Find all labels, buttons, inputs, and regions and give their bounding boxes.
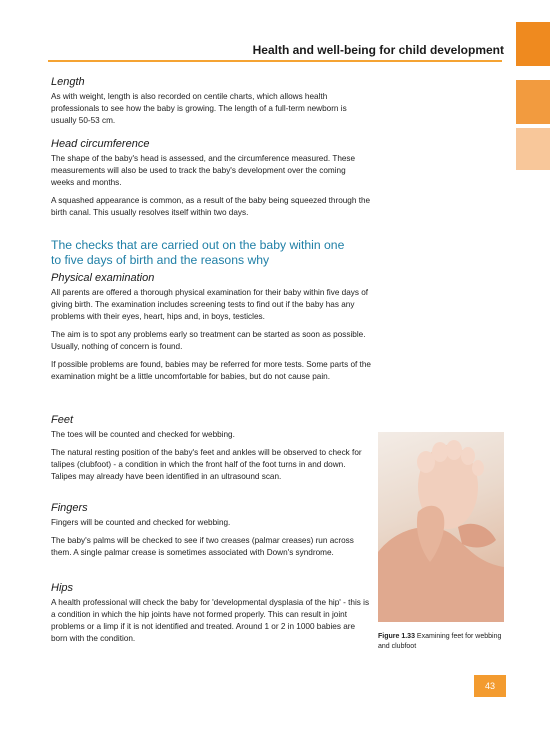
length-heading: Length [51, 76, 85, 88]
length-paragraph: As with weight, length is also recorded on centile charts, which allows health professionals to see how the baby is growing. The length of a full-term newborn is usually 50-53 cm. [51, 92, 347, 125]
fingers-paragraph-2: The baby's palms will be checked to see if two creases (palmar creases) run across them. A single palmar crease is sometimes associated with Down's syndrome. [51, 536, 354, 557]
hips-section [51, 582, 371, 651]
feet-paragraph-1: The toes will be counted and checked for webbing. [51, 430, 235, 439]
running-header: Health and well-being for child development [252, 43, 504, 57]
header-rule [48, 60, 502, 62]
fingers-paragraph-1: Fingers will be counted and checked for webbing. [51, 518, 231, 527]
chapter-tab-light [516, 128, 550, 170]
head-paragraph-1: The shape of the baby's head is assessed, and the circumference measured. These measurements will also be used to track the baby's development over the coming weeks and months. [51, 154, 356, 187]
checks-heading: The checks that are carried out on the baby within one to five days of birth and the reasons why [51, 238, 345, 267]
figure-caption [378, 632, 506, 652]
photo-examining-baby-foot [378, 432, 504, 622]
feet-paragraph-2: The natural resting position of the baby's feet and ankles will be observed to check for talipes (clubfoot) - a condition in which the front half of the foot turns in and down. Talipes may already have been identified in an ultrasound scan. [51, 448, 362, 481]
feet-section [51, 414, 371, 489]
physical-paragraph-2: The aim is to spot any problems early so treatment can be started as soon as possible. Usually, nothing of concern is found. [51, 330, 366, 351]
chapter-tab-mid [516, 80, 550, 124]
page-number: 43 [474, 675, 506, 697]
head-section [51, 138, 371, 225]
figure-label: Figure 1.33 [378, 633, 415, 640]
hips-heading: Hips [51, 582, 74, 594]
hand-and-foot-illustration [378, 432, 504, 622]
checks-section [51, 232, 351, 272]
feet-heading: Feet [51, 414, 74, 426]
figure-caption-text: Examining feet for webbing and clubfoot [378, 633, 502, 650]
physical-paragraph-1: All parents are offered a thorough physical examination for their baby within five days of giving birth. The examination includes screening tests to find out if the baby has any problems with their eyes, heart, hips and, in boys, testicles. [51, 288, 369, 321]
hips-paragraph-1: A health professional will check the baby for 'developmental dysplasia of the hip' - this is a condition in which the hip joints have not formed properly. This can result in joint problems or a limp if it is not identified and treated. Around 1 or 2 in 1000 babies are born with the condition. [51, 598, 370, 643]
fingers-section [51, 502, 371, 565]
physical-paragraph-3: If possible problems are found, babies may be referred for more tests. Some parts of the examination might be a little uncomfortable for babies, but do not cause pain. [51, 360, 371, 381]
physical-section [51, 272, 371, 389]
head-paragraph-2: A squashed appearance is common, as a result of the baby being squeezed through the birth canal. This usually resolves itself within two days. [51, 196, 371, 217]
head-heading: Head circumference [51, 138, 150, 150]
physical-heading: Physical examination [51, 272, 155, 284]
fingers-heading: Fingers [51, 502, 88, 514]
chapter-tab-dark [516, 22, 550, 66]
length-section [51, 76, 371, 133]
